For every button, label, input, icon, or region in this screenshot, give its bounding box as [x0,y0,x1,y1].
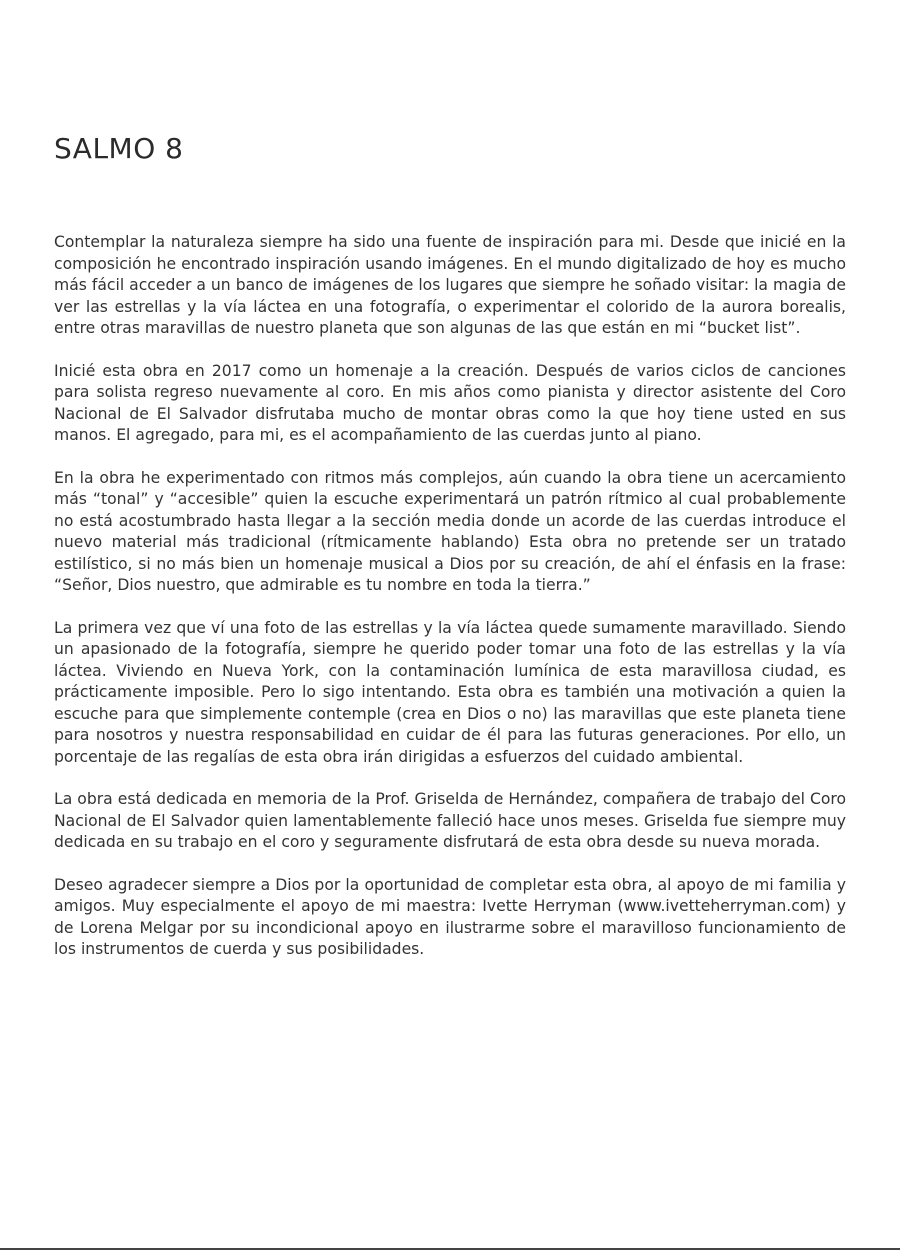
paragraph-milky-way: La primera vez que ví una foto de las estrellas y la vía láctea quede sumamente maravillado. Siendo un apasionado de la fotografía, siempre he querido poder tomar una foto de las estrellas y la vía láctea. Viviendo en Nueva York, con la contaminación lumínica de esta maravillosa ciudad, es prácticamente imposible. Pero lo sigo intentando. Esta obra es también una motivación a quien la escuche para que simplemente contemple (crea en Dios o no) las maravillas que este planeta tiene para nosotros y nuestra responsabilidad en cuidar de él para las futuras generaciones. Por ello, un porcentaje de las regalías de esta obra irán dirigidas a esfuerzos del cuidado ambiental. [54,618,846,766]
body-text [54,232,846,982]
paragraph-inspiration: Contemplar la naturaleza siempre ha sido una fuente de inspiración para mi. Desde que inicié en la composición he encontrado inspiración usando imágenes. En el mundo digitalizado de hoy es mucho más fácil acceder a un banco de imágenes de los lugares que siempre he soñado visitar: la magia de ver las estrellas y la vía láctea en una fotografía, o experimentar el colorido de la aurora borealis, entre otras maravillas de nuestro planeta que son algunas de las que están en mi “bucket list”. [54,233,846,337]
page-title: SALMO 8 [54,132,184,165]
paragraph-origin: Inicié esta obra en 2017 como un homenaje a la creación. Después de varios ciclos de canciones para solista regreso nuevamente al coro. En mis años como pianista y director asistente del Coro Nacional de El Salvador disfrutaba mucho de montar obras como la que hoy tiene usted en sus manos. El agregado, para mi, es el acompañamiento de las cuerdas junto al piano. [54,361,846,444]
paragraph-acknowledgements: Deseo agradecer siempre a Dios por la oportunidad de completar esta obra, al apoyo de mi familia y amigos. Muy especialmente el apoyo de mi maestra: Ivette Herryman (www.ivetteherryman.com) y de Lorena Melgar por su incondicional apoyo en ilustrarme sobre el maravilloso funcionamiento de los instrumentos de cuerda y sus posibilidades. [54,875,846,958]
paragraph-rhythm: En la obra he experimentado con ritmos más complejos, aún cuando la obra tiene un acercamiento más “tonal” y “accesible” quien la escuche experimentará un patrón rítmico al cual probablemente no está acostumbrado hasta llegar a la sección media donde un acorde de las cuerdas introduce el nuevo material más tradicional (rítmicamente hablando) Esta obra no pretende ser un tratado estilístico, si no más bien un homenaje musical a Dios por su creación, de ahí el énfasis en la frase: “Señor, Dios nuestro, que admirable es tu nombre en toda la tierra.” [54,468,846,594]
paragraph-dedication: La obra está dedicada en memoria de la Prof. Griselda de Hernández, compañera de trabajo del Coro Nacional de El Salvador quien lamentablemente falleció hace unos meses. Griselda fue siempre muy dedicada en su trabajo en el coro y seguramente disfrutará de esta obra desde su nueva morada. [54,790,846,851]
